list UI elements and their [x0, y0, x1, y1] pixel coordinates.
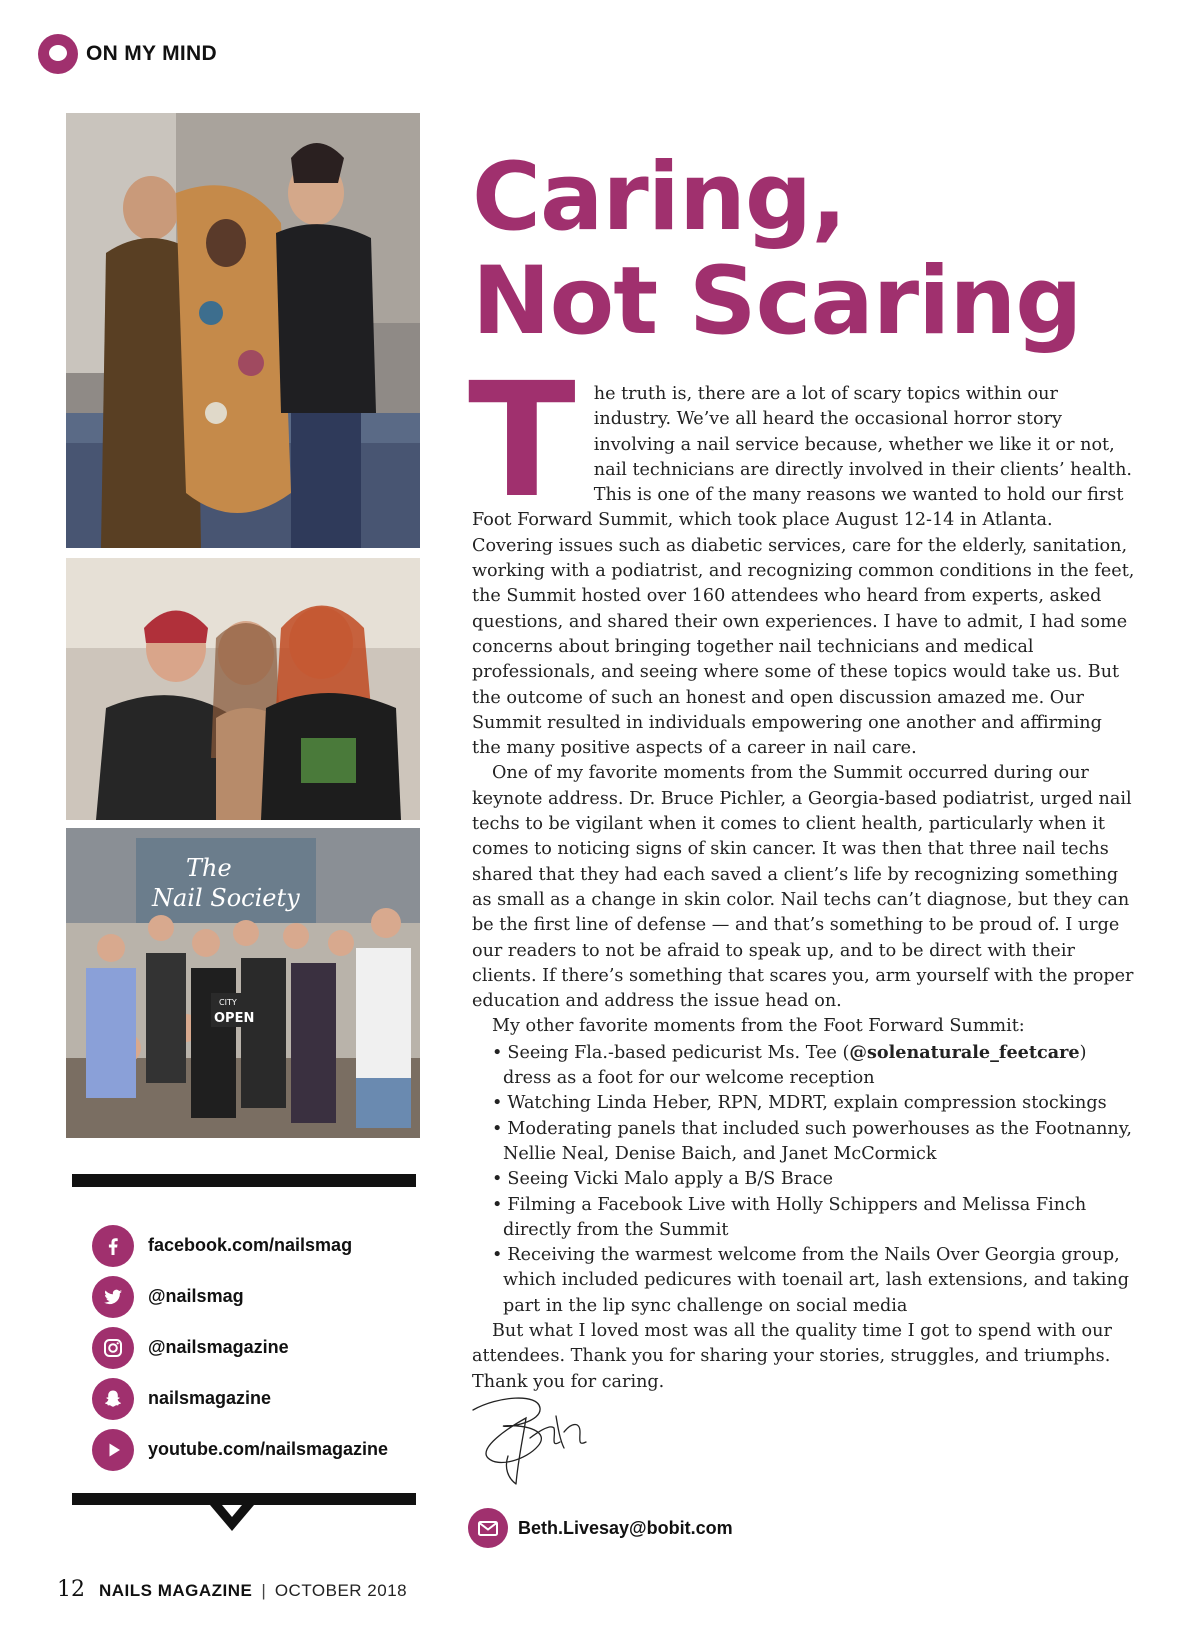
list-item: • Moderating panels that included such powerhouses as the Footnanny, Nellie Neal, Denise Baich, and Janet McCormick	[492, 1117, 1136, 1168]
article-paragraph-1	[468, 349, 1136, 761]
article-paragraph-1-text: he truth is, there are a lot of scary topics within our industry. We’ve all heard the occasional horror story involving a nail service because, whether we like it or not, nail technicians are directly involved in their clients’ health. This is one of the many reasons we wanted to hold our first Foot Forward Summit, which took place August 12-14 in Atlanta. Covering issues such as diabetic services, care for the elderly, sanitation, working with a podiatrist, and recognizing common conditions in the feet, the Summit hosted over 160 attendees who heard from experts, asked questions, and shared their own experiences. I have to admit, I had some concerns about bringing together nail technicians and medical professionals, and seeing where some of these topics would take us. But the outcome of such an honest and open discussion amazed me. Our Summit resulted in individuals empowering one another and affirming the many positive aspects of a career in nail care.	[472, 384, 1135, 759]
author-email[interactable]	[468, 1508, 733, 1548]
section-label: ON MY MIND	[86, 42, 217, 65]
facebook-icon	[92, 1225, 134, 1267]
social-snapchat[interactable]	[92, 1373, 422, 1424]
social-youtube-text[interactable]: youtube.com/nailsmagazine	[148, 1439, 389, 1459]
headline-line-2: Not Scaring	[472, 247, 1082, 356]
social-snapchat-text[interactable]: nailsmagazine	[148, 1388, 272, 1408]
section-tag	[38, 34, 217, 74]
list-item	[492, 1040, 1136, 1092]
headline-line-1: Caring,	[472, 143, 846, 252]
social-bottom-bar	[72, 1493, 416, 1533]
social-instagram-text[interactable]: @nailsmagazine	[148, 1337, 289, 1357]
article-body	[468, 349, 1136, 1395]
favorite-moments-list	[472, 1040, 1136, 1319]
social-twitter-text[interactable]: @nailsmag	[148, 1286, 244, 1306]
email-address[interactable]: Beth.Livesay@bobit.com	[518, 1517, 733, 1538]
instagram-icon	[92, 1327, 134, 1369]
social-twitter[interactable]	[92, 1271, 422, 1322]
article-headline	[472, 143, 1112, 356]
list-item-text: Seeing Fla.-based pedicurist Ms. Tee (	[507, 1042, 850, 1063]
list-item: • Seeing Vicki Malo apply a B/S Brace	[492, 1167, 1136, 1192]
list-item: • Receiving the warmest welcome from the Nails Over Georgia group, which included pedicures with toenail art, lash extensions, and taking part in the lip sync challenge on social media	[492, 1243, 1136, 1319]
envelope-icon	[468, 1508, 508, 1548]
list-item: • Watching Linda Heber, RPN, MDRT, explain compression stockings	[492, 1091, 1136, 1116]
twitter-icon	[92, 1276, 134, 1318]
article-paragraph-2: One of my favorite moments from the Summit occurred during our keynote address. Dr. Bruce Pichler, a Georgia-based podiatrist, urged nail techs to be vigilant when it comes to client health, particularly when it comes to noticing signs of skin cancer. It was then that three nail techs shared that they had each saved a client’s life by recognizing something as small as a change in skin color. Nail techs can’t diagnose, but they can be the first line of defense — and that’s something to be proud of. I urge our readers to not be afraid to speak up, and to be direct with their clients. If there’s something that scares you, arm yourself with the proper education and address the issue head on.	[472, 763, 1134, 1012]
social-youtube[interactable]	[92, 1424, 422, 1475]
page-footer	[57, 1577, 407, 1602]
footer-separator: |	[261, 1581, 266, 1600]
article-paragraph-3: My other favorite moments from the Foot Forward Summit:	[492, 1016, 1025, 1037]
social-instagram[interactable]	[92, 1322, 422, 1373]
page-number: 12	[57, 1577, 85, 1602]
issue-date: OCTOBER 2018	[274, 1581, 408, 1600]
magazine-name: NAILS MAGAZINE	[99, 1581, 253, 1600]
snapchat-icon	[92, 1378, 134, 1420]
list-item-text: ) dress as a foot for our welcome reception	[503, 1042, 1087, 1089]
photo-board-top: CITY	[219, 998, 237, 1007]
article-paragraph-4: But what I loved most was all the quality time I got to spend with our attendees. Thank you for sharing your stories, struggles, and triumphs. Thank you for caring.	[472, 1320, 1112, 1392]
social-facebook[interactable]	[92, 1220, 422, 1271]
photo-sign-text-line1: The	[186, 854, 232, 882]
social-top-bar	[72, 1174, 416, 1187]
instagram-handle: @solenaturale_feetcare	[849, 1041, 1080, 1063]
social-links	[92, 1220, 422, 1475]
photo-three-women	[66, 558, 420, 820]
social-facebook-text[interactable]: facebook.com/nailsmag	[148, 1235, 353, 1255]
photo-group-nail-society	[66, 828, 420, 1138]
author-signature	[468, 1388, 628, 1488]
speech-bubble-icon	[38, 34, 78, 74]
list-item: • Filming a Facebook Live with Holly Schippers and Melissa Finch directly from the Summit	[492, 1193, 1136, 1244]
youtube-icon	[92, 1429, 134, 1471]
photo-foot-costume	[66, 113, 420, 548]
photo-board-main: OPEN	[214, 1011, 255, 1026]
photo-sign-text-line2: Nail Society	[152, 884, 300, 912]
drop-cap: T	[468, 349, 576, 533]
